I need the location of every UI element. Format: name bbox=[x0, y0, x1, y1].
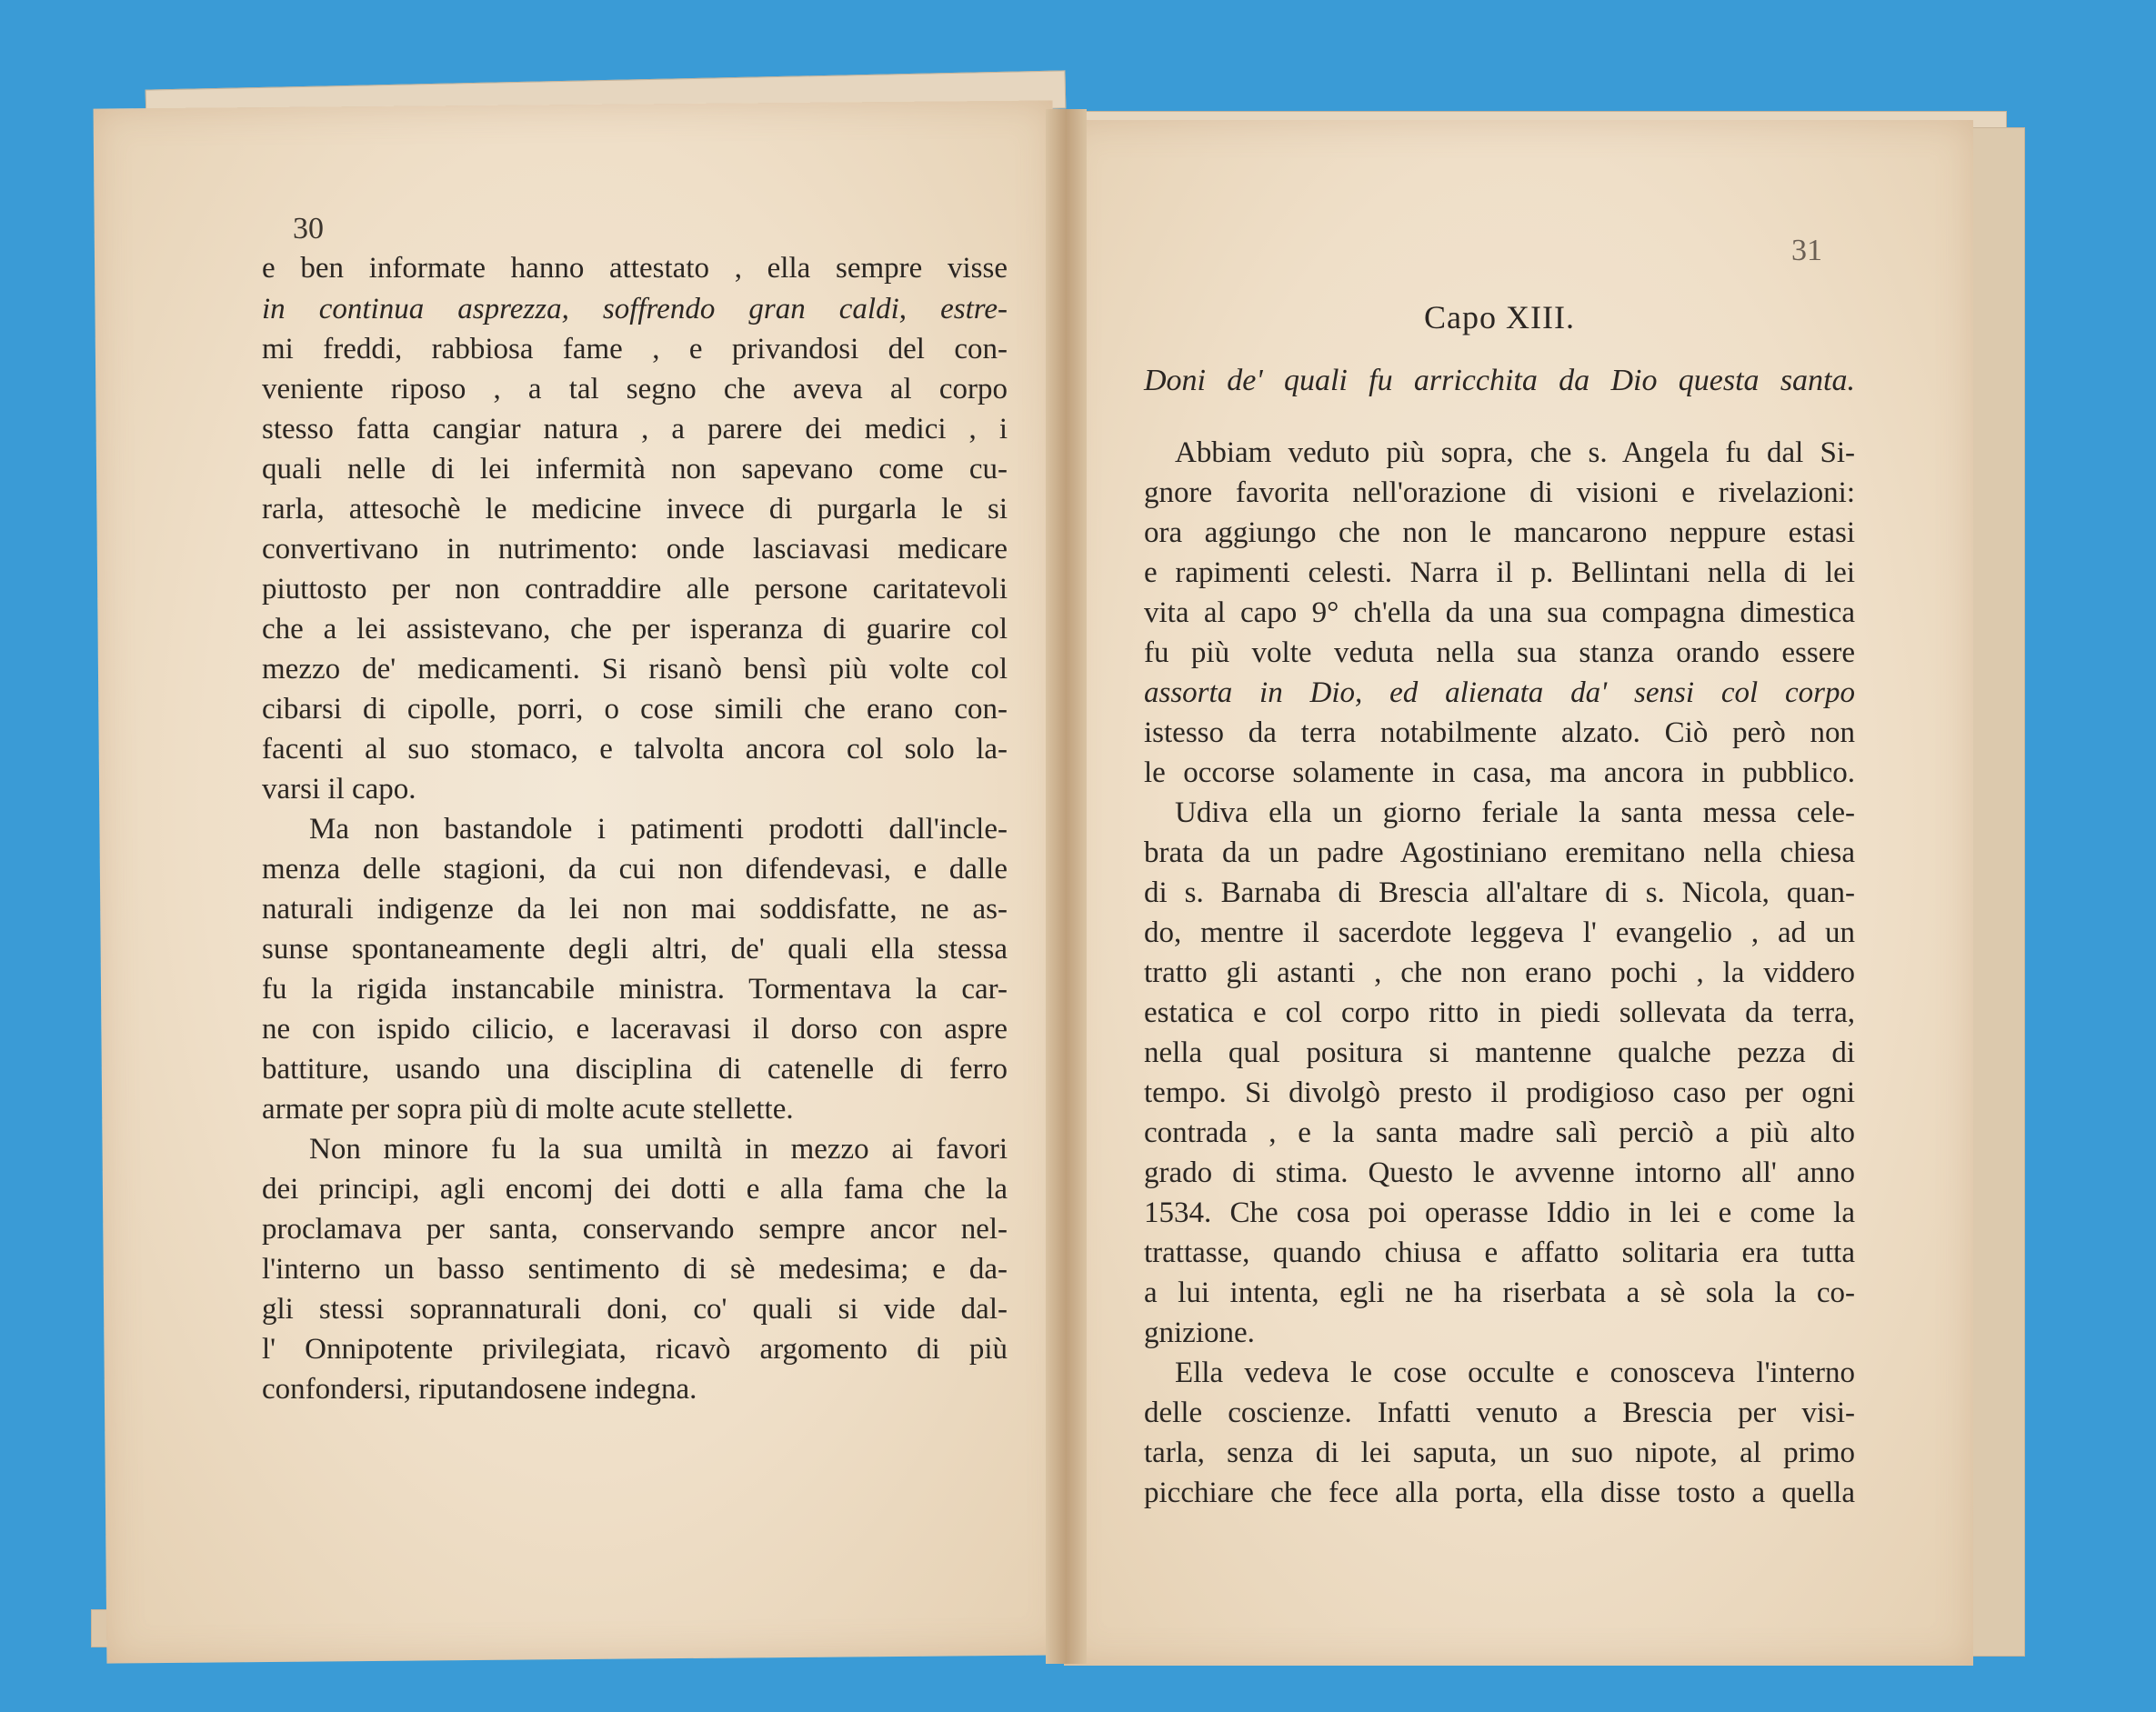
text-line: assorta in Dio, ed alienata da' sensi col corpo bbox=[1144, 676, 1855, 709]
text-line: rarla, attesochè le medicine invece di purgarla le si bbox=[262, 493, 1008, 526]
text-line: menza delle stagioni, da cui non difendevasi, e dalle bbox=[262, 853, 1008, 886]
text-line: istesso da terra notabilmente alzato. Ciò però non bbox=[1144, 716, 1855, 749]
text-line: piuttosto per non contraddire alle persone caritatevoli bbox=[262, 573, 1008, 606]
text-line: in continua asprezza, soffrendo gran caldi, estre- bbox=[262, 293, 1008, 325]
text-line: 1534. Che cosa poi operasse Iddio in lei e come la bbox=[1144, 1196, 1855, 1229]
book-spine-gutter bbox=[1046, 109, 1087, 1664]
text-line: ora aggiungo che non le mancarono neppure estasi bbox=[1144, 516, 1855, 549]
text-line: confondersi, riputandosene indegna. bbox=[262, 1373, 697, 1406]
text-line: proclamava per santa, conservando sempre ancor nel- bbox=[262, 1213, 1008, 1246]
text-line: Abbiam veduto più sopra, che s. Angela fu dal Si- bbox=[1175, 436, 1855, 469]
text-line: facenti al suo stomaco, e talvolta ancora col solo la- bbox=[262, 733, 1008, 766]
text-line: l' Onnipotente privilegiata, ricavò argomento di più bbox=[262, 1333, 1008, 1366]
text-line: gnore favorita nell'orazione di visioni e rivelazioni: bbox=[1144, 476, 1855, 509]
text-line: mi freddi, rabbiosa fame , e privandosi del con- bbox=[262, 333, 1008, 365]
text-line: veniente riposo , a tal segno che aveva al corpo bbox=[262, 373, 1008, 405]
text-line: a lui intenta, egli ne ha riserbata a sè sola la co- bbox=[1144, 1276, 1855, 1309]
chapter-subtitle: Doni de' quali fu arricchita da Dio questa santa. bbox=[1144, 364, 1855, 397]
text-line: convertivano in nutrimento: onde lasciavasi medicare bbox=[262, 533, 1008, 566]
text-line: varsi il capo. bbox=[262, 773, 416, 806]
page-number-right: 31 bbox=[1791, 234, 1822, 267]
page-number-left: 30 bbox=[293, 212, 324, 245]
text-line: Ma non bastandole i patimenti prodotti dall'incle- bbox=[309, 813, 1008, 846]
text-line: gli stessi soprannaturali doni, co' quali si vide dal- bbox=[262, 1293, 1008, 1326]
text-line: armate per sopra più di molte acute stellette. bbox=[262, 1093, 794, 1126]
text-line: gnizione. bbox=[1144, 1317, 1255, 1349]
text-line: e ben informate hanno attestato , ella sempre visse bbox=[262, 252, 1008, 285]
text-line: brata da un padre Agostiniano eremitano nella chiesa bbox=[1144, 836, 1855, 869]
text-line: nella qual positura si mantenne qualche pezza di bbox=[1144, 1036, 1855, 1069]
text-line: contrada , e la santa madre salì perciò a più alto bbox=[1144, 1116, 1855, 1149]
text-line: che a lei assistevano, che per isperanza di guarire col bbox=[262, 613, 1008, 646]
text-line: e rapimenti celesti. Narra il p. Bellintani nella di lei bbox=[1144, 556, 1855, 589]
text-line: tempo. Si divolgò presto il prodigioso caso per ogni bbox=[1144, 1076, 1855, 1109]
text-line: estatica e col corpo ritto in piedi sollevata da terra, bbox=[1144, 996, 1855, 1029]
text-line: delle coscienze. Infatti venuto a Brescia per visi- bbox=[1144, 1397, 1855, 1429]
text-line: picchiare che fece alla porta, ella disse tosto a quella bbox=[1144, 1477, 1855, 1509]
text-line: do, mentre il sacerdote leggeva l' evangelio , ad un bbox=[1144, 916, 1855, 949]
text-line: ne con ispido cilicio, e laceravasi il dorso con aspre bbox=[262, 1013, 1008, 1046]
text-line: grado di stima. Questo le avvenne intorno all' anno bbox=[1144, 1156, 1855, 1189]
text-line: quali nelle di lei infermità non sapevano come cu- bbox=[262, 453, 1008, 486]
text-line: tratto gli astanti , che non erano pochi , la viddero bbox=[1144, 956, 1855, 989]
text-line: vita al capo 9° ch'ella da una sua compagna dimestica bbox=[1144, 596, 1855, 629]
text-line: tarla, senza di lei saputa, un suo nipote, al primo bbox=[1144, 1437, 1855, 1469]
text-line: Udiva ella un giorno feriale la santa messa cele- bbox=[1175, 796, 1855, 829]
text-line: le occorse solamente in casa, ma ancora in pubblico. bbox=[1144, 756, 1855, 789]
chapter-title: Capo XIII. bbox=[1424, 299, 1575, 335]
text-line: fu la rigida instancabile ministra. Tormentava la car- bbox=[262, 973, 1008, 1006]
text-line: Ella vedeva le cose occulte e conosceva l'interno bbox=[1175, 1357, 1855, 1389]
text-line: cibarsi di cipolle, porri, o cose simili che erano con- bbox=[262, 693, 1008, 726]
text-line: battiture, usando una disciplina di catenelle di ferro bbox=[262, 1053, 1008, 1086]
text-line: fu più volte veduta nella sua stanza orando essere bbox=[1144, 636, 1855, 669]
text-line: sunse spontaneamente degli altri, de' quali ella stessa bbox=[262, 933, 1008, 966]
text-line: di s. Barnaba di Brescia all'altare di s. Nicola, quan- bbox=[1144, 876, 1855, 909]
text-line: stesso fatta cangiar natura , a parere dei medici , i bbox=[262, 413, 1008, 446]
text-line: dei principi, agli encomj dei dotti e alla fama che la bbox=[262, 1173, 1008, 1206]
text-line: Non minore fu la sua umiltà in mezzo ai favori bbox=[309, 1133, 1008, 1166]
text-line: trattasse, quando chiusa e affatto solitaria era tutta bbox=[1144, 1236, 1855, 1269]
text-line: l'interno un basso sentimento di sè medesima; e da- bbox=[262, 1253, 1008, 1286]
text-line: naturali indigenze da lei non mai soddisfatte, ne as- bbox=[262, 893, 1008, 926]
text-line: mezzo de' medicamenti. Si risanò bensì più volte col bbox=[262, 653, 1008, 686]
